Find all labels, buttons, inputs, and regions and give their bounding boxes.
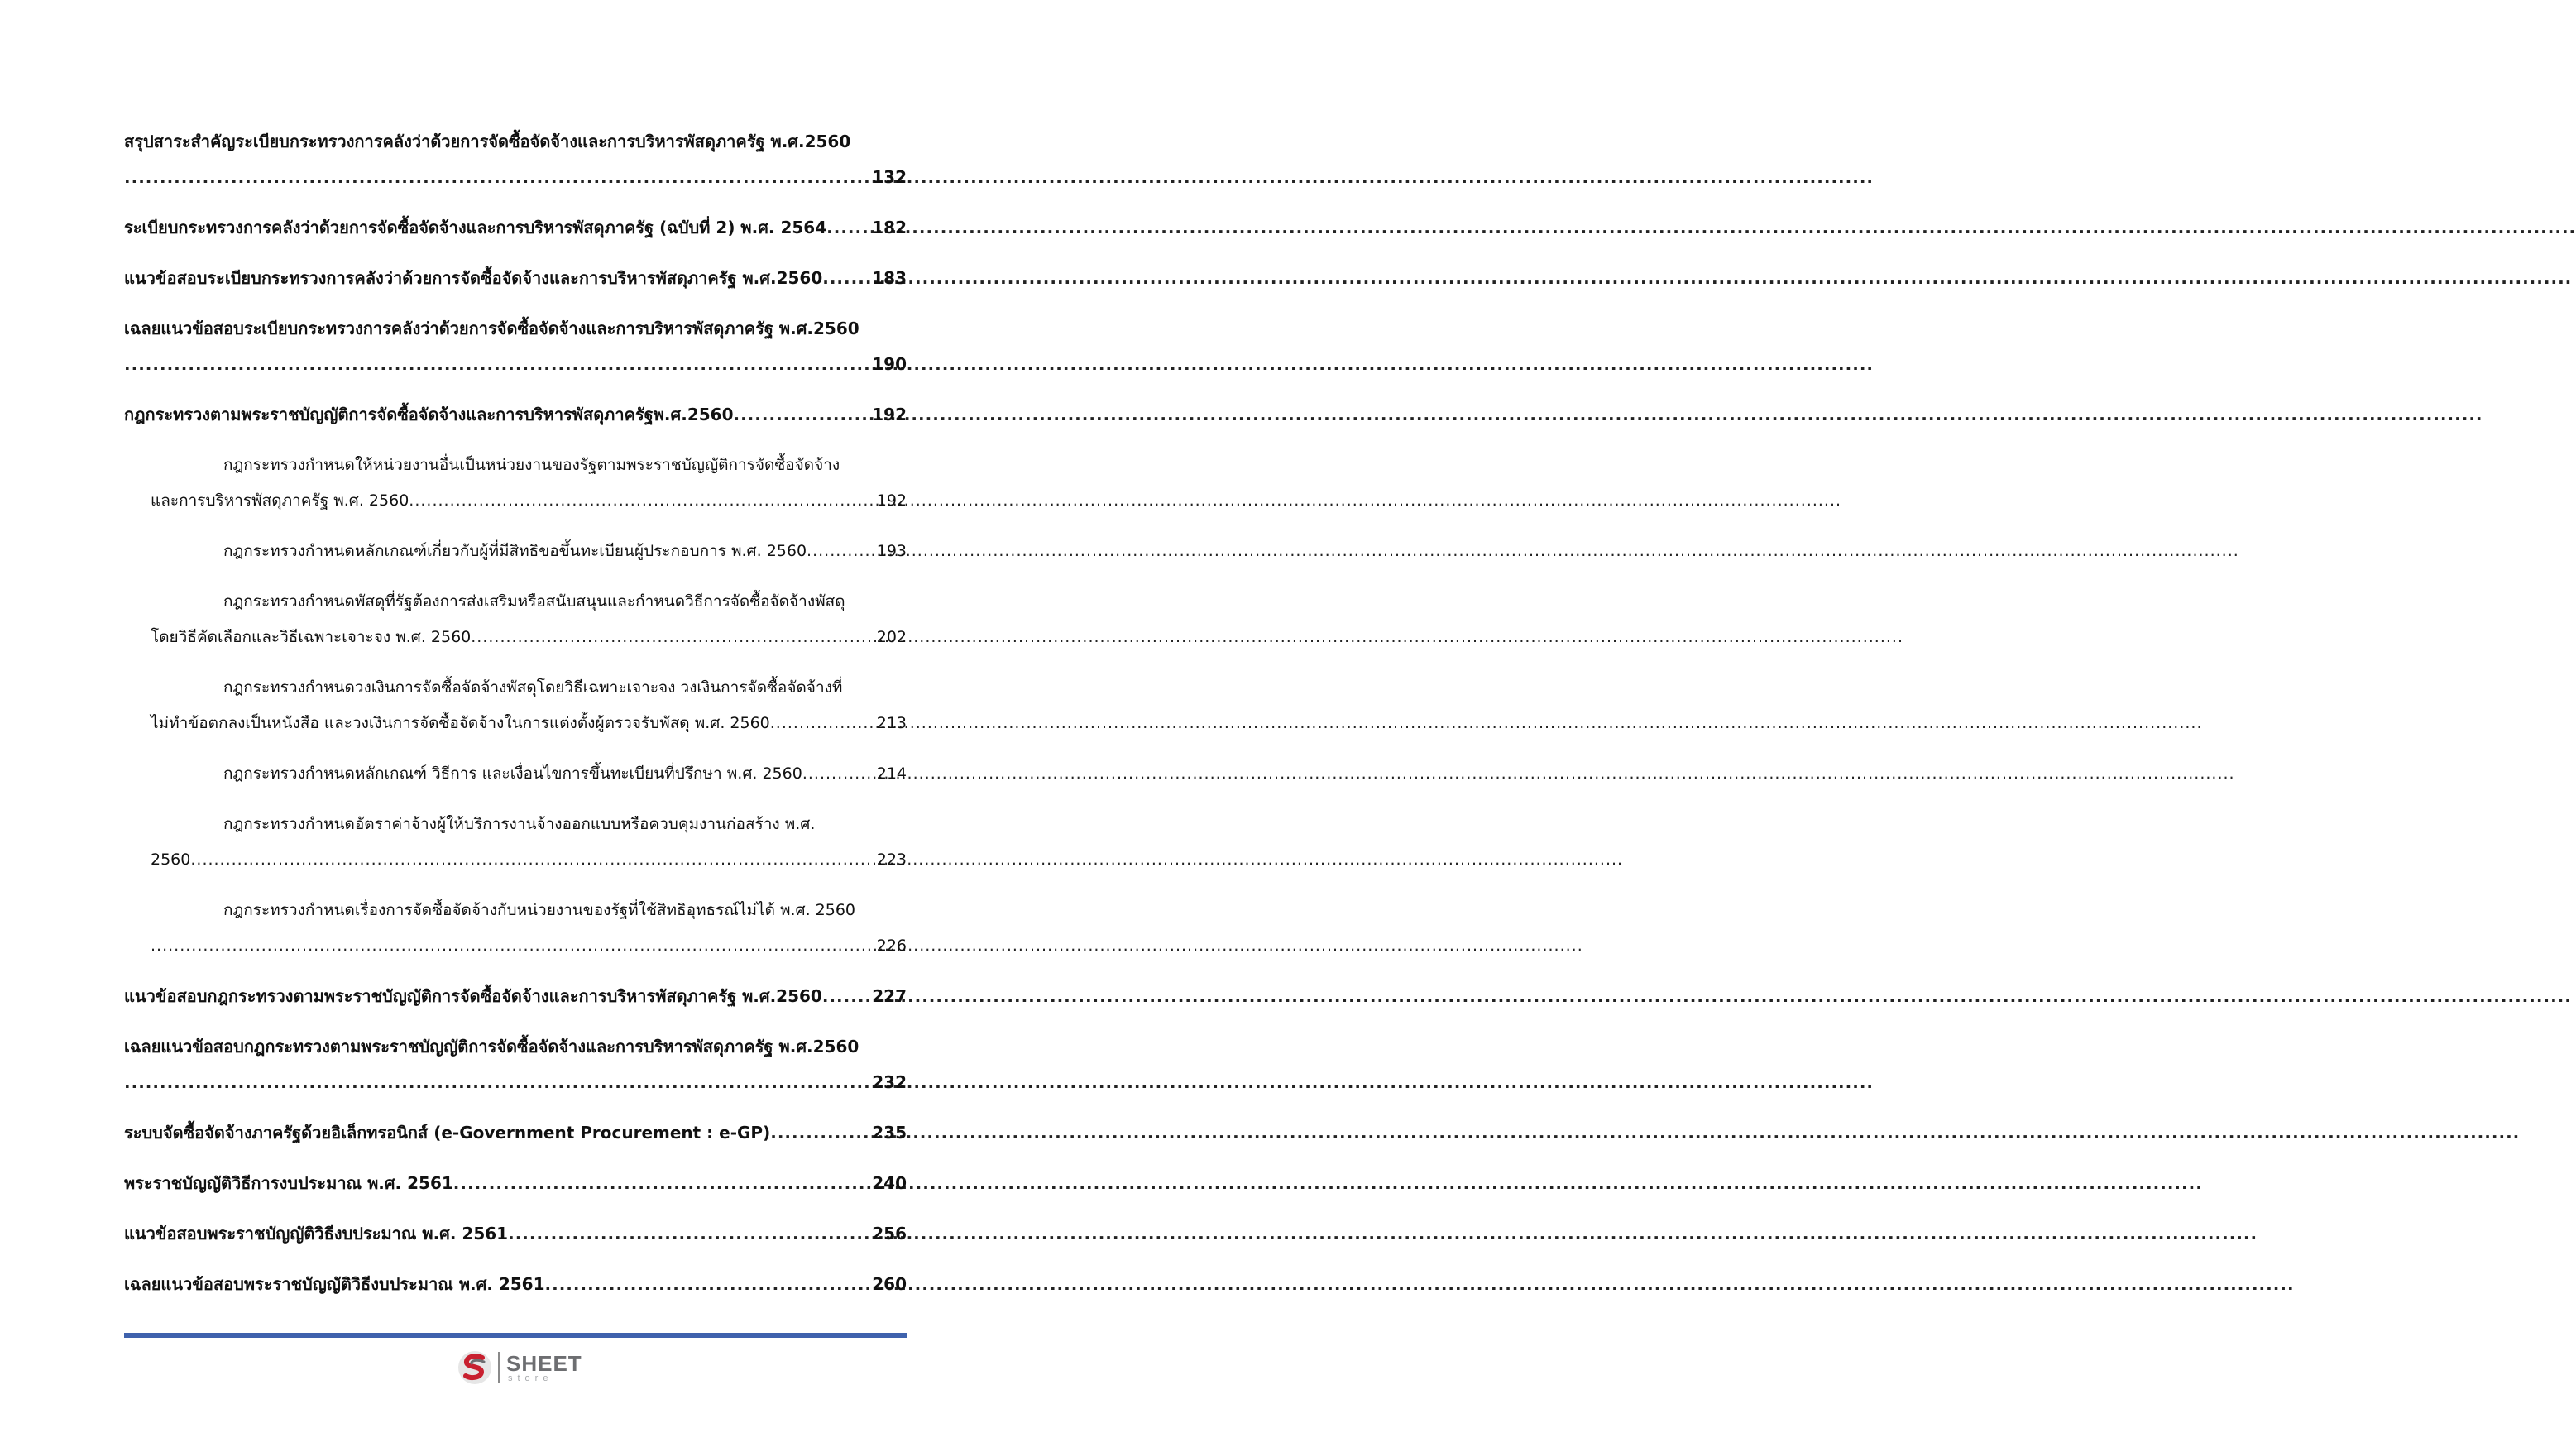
toc-leader-dots — [151, 928, 874, 964]
toc-entry-title: กฎกระทรวงกำหนดหลักเกณฑ์เกี่ยวกับผู้ที่มีสิทธิขอขึ้นทะเบียนผู้ประกอบการ พ.ศ. 2560 — [223, 542, 807, 560]
sheet-store-logo — [457, 1346, 582, 1389]
toc-entry — [124, 1216, 907, 1252]
toc-leader-dots — [770, 706, 874, 741]
toc-entry — [124, 670, 907, 741]
toc-entry — [124, 210, 907, 246]
toc-leader-dots — [508, 1216, 869, 1252]
toc-entry-title-line: กฎกระทรวงกำหนดให้หน่วยงานอื่นเป็นหน่วยงานของรัฐตามพระราชบัญญัติการจัดซื้อจัดจ้าง — [223, 456, 840, 474]
toc-entry — [124, 1267, 907, 1302]
toc-entry-title: แนวข้อสอบพระราชบัญญัติวิธีงบประมาณ พ.ศ. 2561 — [124, 1224, 509, 1244]
toc-page-number: 223 — [876, 851, 907, 869]
toc-entry-title: พระราชบัญญัติวิธีการงบประมาณ พ.ศ. 2561 — [124, 1173, 453, 1193]
toc-entry — [124, 397, 907, 433]
toc-page-number: 226 — [876, 937, 907, 955]
toc-entry-title-line: กฎกระทรวงกำหนดอัตราค่าจ้างผู้ให้บริการงานจ้างออกแบบหรือควบคุมงานก่อสร้าง พ.ศ. — [223, 815, 816, 833]
toc-page-number: 190 — [872, 354, 907, 374]
toc-entry-title: เฉลยแนวข้อสอบพระราชบัญญัติวิธีงบประมาณ พ.ศ. 2561 — [124, 1274, 545, 1294]
toc-leader-dots — [770, 1115, 869, 1151]
toc-page-number: 202 — [876, 628, 907, 646]
toc-page-number: 240 — [872, 1173, 907, 1193]
toc-entry-title: กฎกระทรวงตามพระราชบัญญัติการจัดซื้อจัดจ้างและการบริหารพัสดุภาครัฐพ.ศ.2560 — [124, 405, 734, 424]
toc-page-number: 227 — [872, 986, 907, 1006]
toc-entry — [124, 756, 907, 792]
toc-page-number: 193 — [876, 542, 907, 560]
toc-entry-title: ระเบียบกระทรวงการคลังว่าด้วยการจัดซื้อจัดจ้างและการบริหารพัสดุภาครัฐ (ฉบับที่ 2) พ.ศ. 2564 — [124, 218, 827, 237]
sheet-logo-icon — [457, 1349, 493, 1386]
toc-entry — [124, 807, 907, 878]
toc-page-number: 232 — [872, 1072, 907, 1092]
toc-entry — [124, 448, 907, 519]
toc-entry — [124, 893, 907, 964]
toc-entry-title: แนวข้อสอบกฎกระทรวงตามพระราชบัญญัติการจัดซื้อจัดจ้างและการบริหารพัสดุภาครัฐ พ.ศ.2560 — [124, 986, 822, 1006]
toc-entry-title-line: กฎกระทรวงกำหนดวงเงินการจัดซื้อจัดจ้างพัสดุโดยวิธีเฉพาะเจาะจง วงเงินการจัดซื้อจัดจ้างที่ — [223, 678, 843, 697]
toc-leader-dots — [471, 620, 873, 655]
toc-entry — [124, 124, 907, 195]
toc-entry-title-line: กฎกระทรวงกำหนดพัสดุที่รัฐต้องการส่งเสริมหรือสนับสนุนและกำหนดวิธีการจัดซื้อจัดจ้างพัสดุ — [223, 592, 845, 611]
toc-entry-title: โดยวิธีคัดเลือกและวิธีเฉพาะเจาะจง พ.ศ. 2560 — [151, 628, 472, 646]
toc-entry-title: ไม่ทำข้อตกลงเป็นหนังสือ และวงเงินการจัดซื้อจัดจ้างในการแต่งตั้งผู้ตรวจรับพัสดุ พ.ศ. 2560 — [151, 714, 770, 732]
toc-leader-dots — [124, 347, 869, 382]
toc-page-number: 213 — [876, 714, 907, 732]
toc-leader-dots — [807, 534, 874, 569]
toc-leader-dots — [822, 979, 869, 1014]
toc-page-number: 182 — [872, 218, 907, 237]
toc-entry — [124, 311, 907, 382]
toc-entry — [124, 1115, 907, 1151]
toc-entry-title: แนวข้อสอบระเบียบกระทรวงการคลังว่าด้วยการจัดซื้อจัดจ้างและการบริหารพัสดุภาครัฐ พ.ศ.2560 — [124, 268, 823, 288]
toc-entry — [124, 261, 907, 296]
toc-entry-title-line: กฎกระทรวงกำหนดเรื่องการจัดซื้อจัดจ้างกับหน่วยงานของรัฐที่ใช้สิทธิอุทธรณ์ไม่ได้ พ.ศ. 2560 — [223, 901, 855, 919]
toc-entry-title-line: สรุปสาระสำคัญระเบียบกระทรวงการคลังว่าด้วยการจัดซื้อจัดจ้างและการบริหารพัสดุภาครัฐ พ.ศ.2560 — [124, 132, 851, 151]
logo-separator — [498, 1352, 500, 1383]
toc-page-number: 235 — [872, 1123, 907, 1143]
toc-leader-dots — [124, 1065, 869, 1100]
toc-page-number: 192 — [876, 491, 907, 510]
toc-page-number: 260 — [872, 1274, 907, 1294]
toc-page-number: 183 — [872, 268, 907, 288]
logo-name: SHEET — [506, 1350, 582, 1376]
toc-leader-dots — [733, 397, 869, 433]
toc-page-number: 214 — [876, 764, 907, 783]
logo-subtitle: store — [508, 1373, 553, 1383]
toc-entry — [124, 534, 907, 569]
toc-page-number: 192 — [872, 405, 907, 424]
table-of-contents — [124, 124, 907, 1317]
toc-page-number: 132 — [872, 167, 907, 187]
toc-leader-dots — [545, 1267, 869, 1302]
toc-leader-dots — [409, 483, 873, 519]
toc-leader-dots — [826, 210, 869, 246]
toc-entry — [124, 584, 907, 655]
footer-divider — [124, 1333, 907, 1338]
toc-entry — [124, 979, 907, 1014]
toc-leader-dots — [190, 842, 873, 878]
toc-page-number: 256 — [872, 1224, 907, 1244]
toc-leader-dots — [822, 261, 869, 296]
toc-entry — [124, 1166, 907, 1201]
toc-entry-title: ระบบจัดซื้อจัดจ้างภาครัฐด้วยอิเล็กทรอนิกส์ (e-Government Procurement : e-GP) — [124, 1123, 771, 1143]
toc-entry-title: 2560 — [151, 851, 191, 869]
toc-entry-title: และการบริหารพัสดุภาครัฐ พ.ศ. 2560 — [151, 491, 409, 510]
toc-leader-dots — [124, 160, 869, 195]
toc-entry-title-line: เฉลยแนวข้อสอบกฎกระทรวงตามพระราชบัญญัติการจัดซื้อจัดจ้างและการบริหารพัสดุภาครัฐ พ.ศ.2560 — [124, 1037, 859, 1057]
toc-entry-title: กฎกระทรวงกำหนดหลักเกณฑ์ วิธีการ และเงื่อนไขการขึ้นทะเบียนที่ปรึกษา พ.ศ. 2560 — [223, 764, 802, 783]
toc-leader-dots — [453, 1166, 869, 1201]
toc-leader-dots — [802, 756, 874, 792]
toc-entry — [124, 1029, 907, 1100]
toc-entry-title-line: เฉลยแนวข้อสอบระเบียบกระทรวงการคลังว่าด้วยการจัดซื้อจัดจ้างและการบริหารพัสดุภาครัฐ พ.ศ.2560 — [124, 319, 859, 338]
